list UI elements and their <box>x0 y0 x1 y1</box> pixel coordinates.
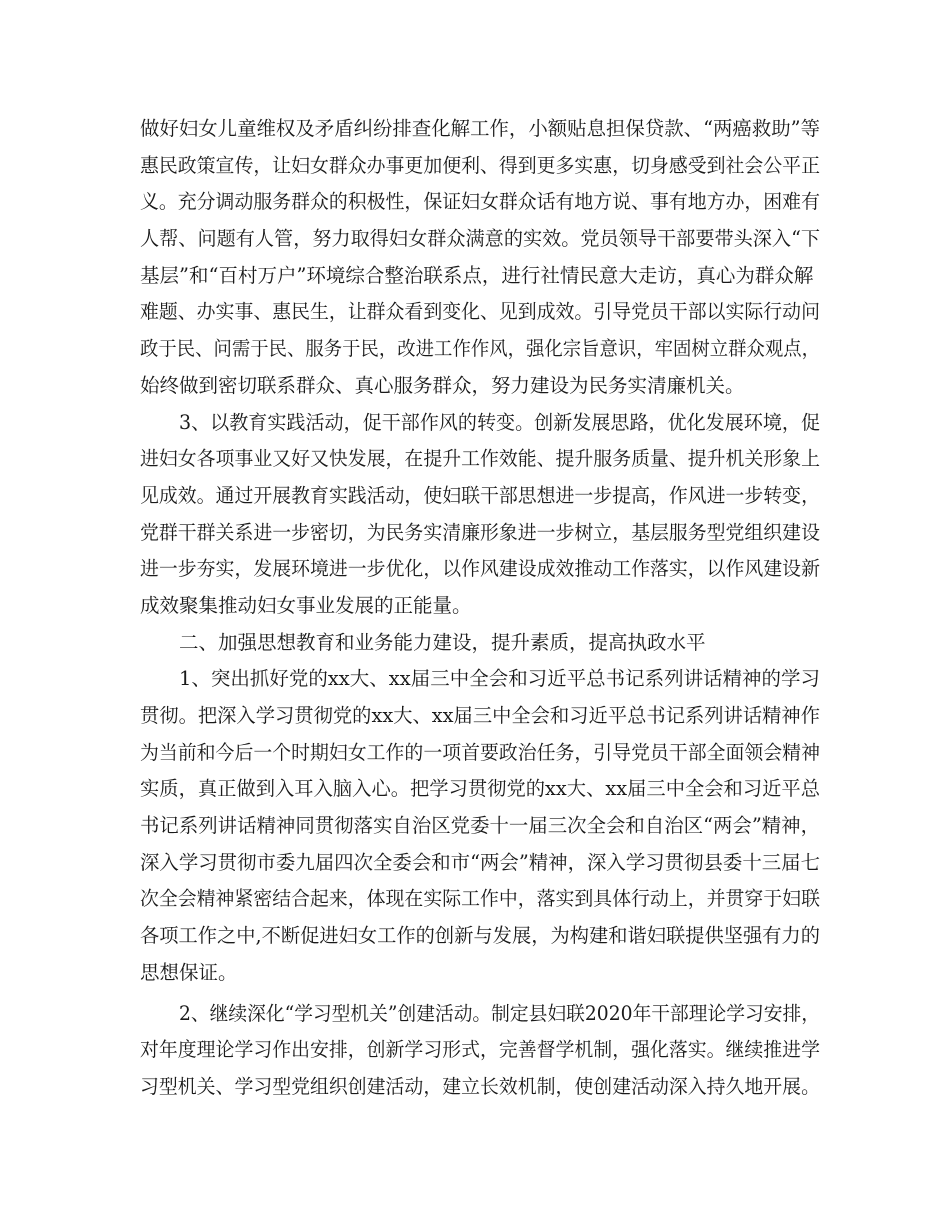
text-line: 次全会精神紧密结合起来，体现在实际工作中，落实到具体行动上，并贯穿于妇联 <box>140 887 820 911</box>
paragraph <box>140 661 820 991</box>
text-line: 2、继续深化“学习型机关”创建活动。制定县妇联2020年干部理论学习安排， <box>179 1001 820 1025</box>
document-body <box>140 111 820 1106</box>
text-line: 成效聚集推动妇女事业发展的正能量。 <box>140 593 472 617</box>
text-line: 书记系列讲话精神同贯彻落实自治区党委十一届三次全会和自治区“两会”精神， <box>140 814 821 838</box>
text-line: 为当前和今后一个时期妇女工作的一项首要政治任务，引导党员干部全面领会精神 <box>140 740 820 764</box>
text-line: 进妇女各项事业又好又快发展，在提升工作效能、提升服务质量、提升机关形象上 <box>140 447 820 471</box>
text-line: 深入学习贯彻市委九届四次全委会和市“两会”精神，深入学习贯彻县委十三届七 <box>140 850 821 874</box>
text-line: 政于民、问需于民、服务于民，改进工作作风，强化宗旨意识，牢固树立群众观点， <box>140 337 821 361</box>
text-line: 贯彻。把深入学习贯彻党的xx大、xx届三中全会和习近平总书记系列讲话精神作 <box>140 704 821 727</box>
text-line: 思想保证。 <box>140 960 238 984</box>
text-line: 实质，真正做到入耳入脑入心。把学习贯彻党的xx大、xx届三中全会和习近平总 <box>140 777 821 801</box>
text-line: 3、以教育实践活动，促干部作风的转变。创新发展思路，优化发展环境，促 <box>179 410 821 434</box>
paragraph <box>140 996 820 1106</box>
text-line: 各项工作之中,不断促进妇女工作的创新与发展，为构建和谐妇联提供坚强有力的 <box>140 924 821 948</box>
text-line: 难题、办实事、惠民生，让群众看到变化、见到成效。引导党员干部以实际行动问 <box>140 300 820 324</box>
text-line: 基层”和“百村万户”环境综合整治联系点，进行社情民意大走访，真心为群众解 <box>140 263 814 287</box>
text-line: 义。充分调动服务群众的积极性，保证妇女群众话有地方说、事有地方办，困难有 <box>140 190 820 214</box>
paragraph <box>140 111 820 405</box>
paragraph <box>140 405 820 625</box>
text-line: 见成效。通过开展教育实践活动，使妇联干部思想进一步提高，作风进一步转变， <box>140 483 820 507</box>
text-line: 对年度理论学习作出安排，创新学习形式，完善督学机制，强化落实。继续推进学 <box>140 1038 820 1062</box>
text-line: 人帮、问题有人管，努力取得妇女群众满意的实效。党员领导干部要带头深入“下 <box>140 227 821 251</box>
text-line: 进一步夯实，发展环境进一步优化，以作风建设成效推动工作落实，以作风建设新 <box>140 557 820 581</box>
text-line: 1、突出抓好党的xx大、xx届三中全会和习近平总书记系列讲话精神的学习 <box>179 667 821 691</box>
section-heading <box>140 625 820 662</box>
text-line: 始终做到密切联系群众、真心服务群众，努力建设为民务实清廉机关。 <box>140 373 745 397</box>
text-line: 党群干群关系进一步密切，为民务实清廉形象进一步树立，基层服务型党组织建设 <box>140 520 820 544</box>
text-line: 习型机关、学习型党组织创建活动，建立长效机制，使创建活动深入持久地开展。 <box>140 1074 820 1098</box>
text-line: 惠民政策宣传，让妇女群众办事更加便利、得到更多实惠，切身感受到社会公平正 <box>140 153 820 177</box>
text-line: 做好妇女儿童维权及矛盾纠纷排查化解工作，小额贴息担保贷款、“两癌救助”等 <box>140 117 821 140</box>
text-line: 二、加强思想教育和业务能力建设，提升素质，提高执政水平 <box>179 630 706 654</box>
